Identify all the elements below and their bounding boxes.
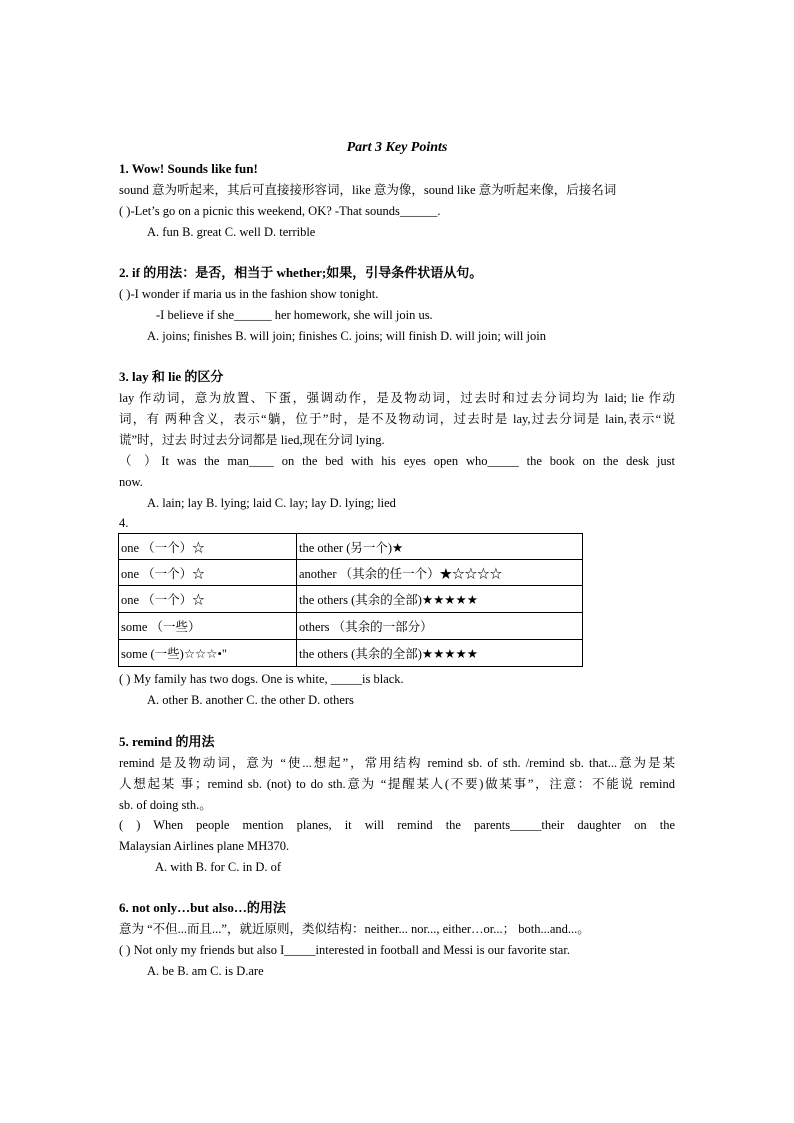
section-6-question: ( ) Not only my friends but also I_____interested in football and Messi is our favorite star.	[119, 943, 570, 957]
table-cell: others （其余的一部分）	[297, 613, 583, 640]
comparison-table	[118, 533, 583, 667]
section-6-options: A. be B. am C. is D.are	[147, 964, 264, 978]
table-row	[119, 586, 583, 613]
section-6-heading: 6. not only…but also…的用法	[119, 900, 286, 915]
table-cell: one （一个）☆	[119, 586, 297, 613]
section-3-heading: 3. lay 和 lie 的区分	[119, 369, 224, 384]
section-5-question-line-1: ( ) When people mention planes, it will remind the parents_____their daughter on the	[119, 818, 675, 832]
page-title: Part 3 Key Points	[346, 140, 448, 155]
section-5-question-line-2: Malaysian Airlines plane MH370.	[119, 839, 290, 853]
section-3-question-line-1: （ ）It was the man____ on the bed with his eyes open who_____ the book on the desk just	[119, 454, 675, 468]
table-cell: one （一个）☆	[119, 534, 297, 560]
section-2-question-line-2: -I believe if she______ her homework, she will join us.	[156, 308, 433, 322]
table-cell: some （一些）	[119, 613, 297, 640]
section-3-options: A. lain; lay B. lying; laid C. lay; lay D. lying; lied	[147, 496, 396, 510]
table-cell: the others (其余的全部)★★★★★	[297, 640, 583, 667]
table-cell: the others (其余的全部)★★★★★	[297, 586, 583, 613]
section-2-question-line-1: ( )-I wonder if maria us in the fashion show tonight.	[119, 287, 379, 301]
table-cell: one （一个）☆	[119, 560, 297, 586]
section-4-question: ( ) My family has two dogs. One is white, _____is black.	[119, 672, 404, 686]
section-5-heading: 5. remind 的用法	[119, 734, 215, 749]
section-6-description: 意为 “不但...而且...”，就近原则，类似结构：neither... nor..., either…or...； both...and...。	[119, 922, 590, 936]
section-5-description-line-2: 人想起某 事；remind sb. (not) to do sth.意为 “提醒某人(不要)做某事”，注意：不能说 remind	[119, 777, 675, 791]
table-row	[119, 560, 583, 586]
section-1-heading: 1. Wow! Sounds like fun!	[119, 161, 258, 176]
table-row	[119, 640, 583, 667]
table-cell: the other (另一个)★	[297, 534, 583, 560]
table-cell: some (一些)☆☆☆•"	[119, 640, 297, 667]
section-5-options: A. with B. for C. in D. of	[155, 860, 282, 874]
section-3-description-line-2: 词，有 两种含义，表示“躺，位于”时，是不及物动词，过去时是 lay,过去分词是 lain,表示“说	[119, 412, 675, 426]
section-5-description-line-1: remind 是及物动词，意为 “使...想起”，常用结构 remind sb. of sth. /remind sb. that...意为是某	[119, 756, 675, 770]
table-row	[119, 613, 583, 640]
section-4-options: A. other B. another C. the other D. others	[147, 693, 354, 707]
section-2-heading: 2. if 的用法：是否，相当于 whether;如果，引导条件状语从句。	[119, 265, 483, 280]
section-1-description: sound 意为听起来，其后可直接接形容词，like 意为像，sound like 意为听起来像，后接名词	[119, 183, 617, 197]
section-5-description-line-3: sb. of doing sth.。	[119, 798, 212, 812]
section-3-description-line-3: 谎”时，过去 时过去分词都是 lied,现在分词 lying.	[119, 433, 385, 447]
section-3-description-line-1: lay 作动词，意为放置、下蛋，强调动作，是及物动词，过去时和过去分词均为 laid; lie 作动	[119, 391, 675, 405]
section-2-options: A. joins; finishes B. will join; finishes C. joins; will finish D. will join; will join	[147, 329, 546, 343]
section-1-question: ( )-Let’s go on a picnic this weekend, OK? -That sounds______.	[119, 204, 441, 218]
section-3-question-line-2: now.	[119, 475, 143, 489]
section-4-heading: 4.	[119, 516, 129, 530]
section-1-options: A. fun B. great C. well D. terrible	[147, 225, 316, 239]
table-cell: another （其余的任一个）★☆☆☆☆	[297, 560, 583, 586]
table-row	[119, 534, 583, 560]
